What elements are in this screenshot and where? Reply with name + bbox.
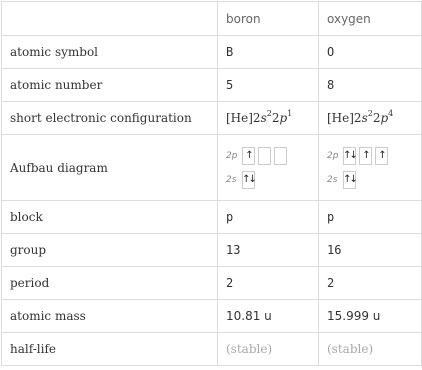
- row-label-atomic-mass: atomic mass: [2, 300, 218, 333]
- config-p-exponent: 1: [287, 109, 293, 118]
- boron-block: p: [218, 201, 319, 234]
- row-label-group: group: [2, 234, 218, 267]
- boron-atomic-mass: 10.81 u: [218, 300, 319, 333]
- oxygen-half-life: (stable): [319, 333, 422, 366]
- table-row: [2, 36, 422, 69]
- comparison-table: [1, 1, 422, 366]
- config-p-prefix: 2: [372, 111, 381, 125]
- orbital-box: ↑: [375, 147, 388, 165]
- oxygen-atomic-symbol: O: [319, 36, 422, 69]
- table-row: [2, 201, 422, 234]
- table-row: [2, 234, 422, 267]
- oxygen-atomic-number: 8: [319, 69, 422, 102]
- boron-half-life: (stable): [218, 333, 319, 366]
- config-s-exponent: 2: [367, 109, 373, 118]
- table-row: [2, 135, 422, 201]
- orbital-box: ↑: [242, 147, 255, 165]
- orbital-row-2p: [226, 146, 310, 166]
- config-p-prefix: 2: [271, 111, 280, 125]
- row-label-block: block: [2, 201, 218, 234]
- config-core: [He]2: [226, 111, 261, 125]
- boron-atomic-symbol: B: [218, 36, 319, 69]
- config-s: s: [361, 111, 368, 125]
- boron-aufbau-diagram: [218, 135, 319, 201]
- table-row: [2, 300, 422, 333]
- orbital-label-2s: 2s: [327, 174, 338, 185]
- header-row: [2, 2, 422, 36]
- boron-group: 13: [218, 234, 319, 267]
- row-label-half-life: half-life: [2, 333, 218, 366]
- row-label-aufbau: Aufbau diagram: [2, 135, 218, 201]
- row-label-electronic-configuration: short electronic configuration: [2, 102, 218, 135]
- header-oxygen: oxygen: [319, 2, 422, 36]
- orbital-box: [258, 147, 271, 165]
- oxygen-aufbau-diagram: [319, 135, 422, 201]
- orbital-box: ↑↓: [343, 171, 356, 189]
- boron-electronic-configuration: [218, 102, 319, 135]
- orbital-label-2p: 2p: [327, 150, 339, 161]
- config-s: s: [260, 111, 267, 125]
- table-row: [2, 102, 422, 135]
- row-label-period: period: [2, 267, 218, 300]
- oxygen-period: 2: [319, 267, 422, 300]
- orbital-row-2s: [226, 170, 310, 190]
- config-p: p: [279, 111, 288, 125]
- orbital-box: [274, 147, 287, 165]
- table-row: [2, 333, 422, 366]
- orbital-label-2s: 2s: [226, 174, 237, 185]
- row-label-atomic-symbol: atomic symbol: [2, 36, 218, 69]
- header-empty-cell: [2, 2, 218, 36]
- boron-period: 2: [218, 267, 319, 300]
- header-boron: boron: [218, 2, 319, 36]
- boron-atomic-number: 5: [218, 69, 319, 102]
- orbital-box: ↑↓: [242, 171, 255, 189]
- oxygen-group: 16: [319, 234, 422, 267]
- config-p: p: [380, 111, 389, 125]
- orbital-label-2p: 2p: [226, 150, 238, 161]
- table-row: [2, 69, 422, 102]
- orbital-row-2p: [327, 146, 413, 166]
- row-label-atomic-number: atomic number: [2, 69, 218, 102]
- config-core: [He]2: [327, 111, 362, 125]
- orbital-box: ↑↓: [343, 147, 356, 165]
- oxygen-atomic-mass: 15.999 u: [319, 300, 422, 333]
- config-p-exponent: 4: [388, 109, 394, 118]
- orbital-row-2s: [327, 170, 413, 190]
- oxygen-block: p: [319, 201, 422, 234]
- oxygen-electronic-configuration: [319, 102, 422, 135]
- config-s-exponent: 2: [266, 109, 272, 118]
- table-row: [2, 267, 422, 300]
- orbital-box: ↑: [359, 147, 372, 165]
